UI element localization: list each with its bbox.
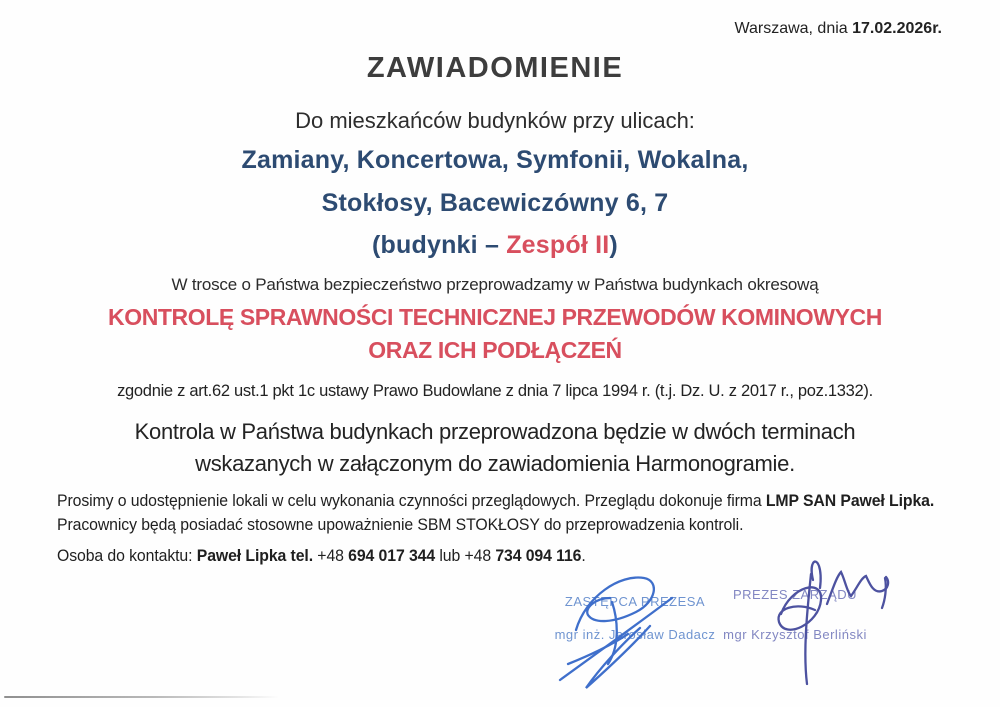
date-value: 17.02.2026r. [852,20,942,37]
intro-line: Do mieszkańców budynków przy ulicach: [295,108,695,133]
page-title: ZAWIADOMIENIE [366,52,624,84]
date-line [734,20,942,38]
contact-mid-2: lub +48 [435,546,496,565]
care-line: W trosce o Państwa bezpieczeństwo przeprowadzamy w Państwa budynkach okresową [171,275,819,294]
access-text-regular: Prosimy o udostępnienie lokali w celu wykonania czynności przeglądowych. Przeglądu dokonuje firma [57,491,766,510]
access-paragraph [57,489,978,536]
scan-artifact-line [4,696,279,698]
contact-phone-1: 694 017 344 [348,546,436,565]
right-stamp-name: mgr Krzysztof Berliński [723,627,867,642]
schedule-line-2: wskazanych w załączonym do zawiadomienia Harmonogramie. [195,451,795,476]
streets-line-2: Stokłosy, Bacewiczówny 6, 7 [321,189,669,217]
inspection-title-line-1: KONTROLĘ SPRAWNOŚCI TECHNICZNEJ PRZEWODÓW KOMINOWYCH [108,304,882,330]
contact-mid-1: +48 [313,546,349,565]
inspection-title-line-2: ORAZ ICH PODŁĄCZEŃ [368,337,622,363]
schedule-line-1: Kontrola w Państwa budynkach przeprowadzona będzie w dwóch terminach [134,419,856,444]
right-stamp-role: PREZES ZARZĄDU [732,587,857,602]
contact-line [57,546,894,566]
contact-suffix: . [581,546,586,565]
contact-person: Paweł Lipka tel. [196,546,314,565]
streets-line-1: Zamiany, Koncertowa, Symfonii, Wokalna, [241,146,749,174]
access-text-line-2: Pracownicy będą posiadać stosowne upoważnienie SBM STOKŁOSY do przeprowadzenia kontroli. [57,514,744,534]
contact-label: Osoba do kontaktu: [57,546,197,565]
left-stamp-name: mgr inż. Jarosław Dadacz [554,627,716,642]
legal-basis-line: zgodnie z art.62 ust.1 pkt 1c ustawy Prawo Budowlane z dnia 7 lipca 1994 r. (t.j. Dz. U. z 2017 r., poz.1332). [117,382,873,400]
contact-phone-2: 734 094 116 [495,546,582,565]
group-highlight-text: Zespół II [506,231,610,259]
right-handwritten-signature [735,552,910,692]
building-group-line [0,231,990,260]
group-open-text: (budynki – [372,231,507,259]
contractor-name: LMP SAN Paweł Lipka. [765,491,935,510]
group-close-text: ) [609,231,618,259]
left-stamp-role: ZASTĘPCA PREZESA [564,594,706,609]
date-city-label: Warszawa, dnia [734,20,853,37]
